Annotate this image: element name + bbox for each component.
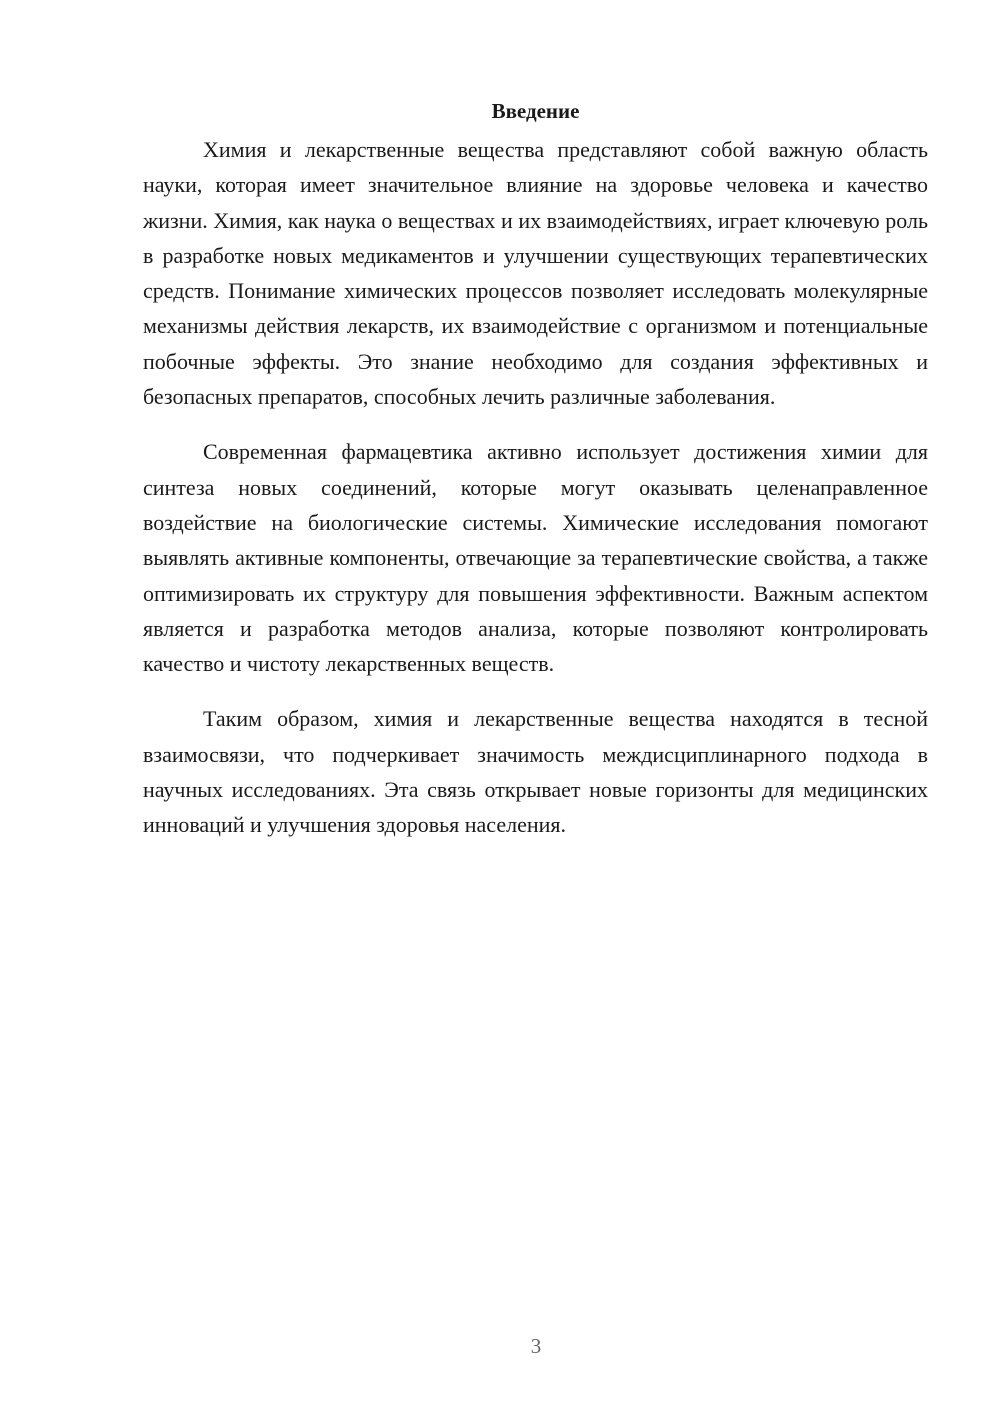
paragraph-3: Таким образом, химия и лекарственные вещества находятся в тесной взаимосвязи, что подчеркивает значимость междисциплинарного подхода в научных исследованиях. Эта связь открывает новые горизонты для медицинских инноваций и улучшения здоровья населения. — [143, 706, 928, 838]
paragraph-2: Современная фармацевтика активно использует достижения химии для синтеза новых соединений, которые могут оказывать целенаправленное воздействие на биологические системы. Химические исследования помогают выявлять активные компоненты, отвечающие за терапевтические свойства, а также оптимизировать их структуру для повышения эффективности. Важным аспектом является и разработка методов анализа, которые позволяют контролировать качество и чистоту лекарственных веществ. — [143, 439, 928, 677]
paragraph-1: Химия и лекарственные вещества представляют собой важную область науки, которая имеет значительное влияние на здоровье человека и качество жизни. Химия, как наука о веществах и их взаимодействиях, играет ключевую роль в разработке новых медикаментов и улучшении существующих терапевтических средств. Понимание химических процессов позволяет исследовать молекулярные механизмы действия лекарств, их взаимодействие с организмом и потенциальные побочные эффекты. Это знание необходимо для создания эффективных и безопасных препаратов, способных лечить различные заболевания. — [143, 137, 928, 410]
section-heading: Введение — [491, 99, 580, 123]
page-number: 3 — [530, 1334, 542, 1358]
page-content — [143, 96, 928, 863]
